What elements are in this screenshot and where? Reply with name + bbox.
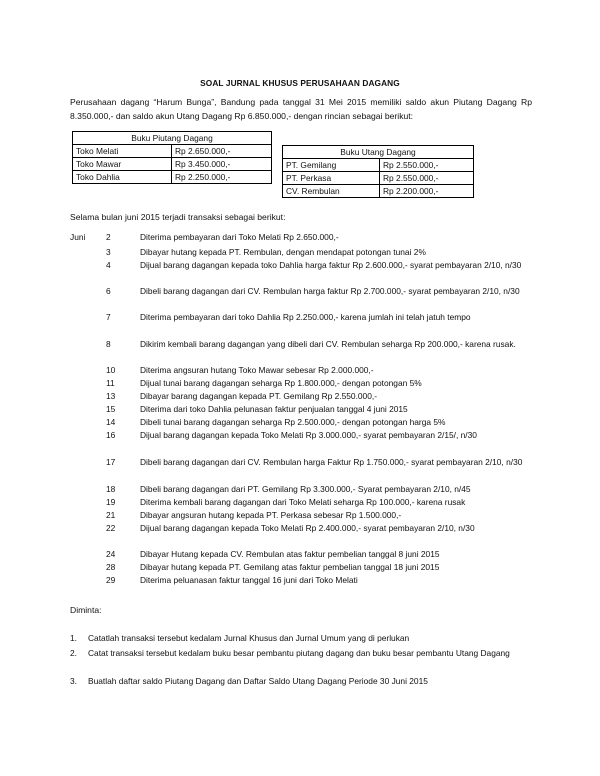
table-cell-name: CV. Rembulan	[283, 185, 380, 198]
piutang-dagang-table	[72, 131, 272, 184]
transaction-day: 19	[106, 497, 116, 507]
transaction-day: 18	[106, 484, 116, 494]
transaction-item	[70, 574, 532, 586]
table-cell-amount: Rp 2.650.000,-	[172, 145, 272, 158]
transaction-description: Dibeli barang dagangan dari PT. Gemilang Rp 3.300.000,- Syarat pembayaran 2/10, n/45	[140, 484, 471, 494]
table-row	[283, 185, 474, 198]
transaction-description: Diterima dari toko Dahlia pelunasan faktur penjualan tanggal 4 juni 2015	[140, 404, 408, 414]
transaction-item	[70, 246, 532, 258]
task-text: Catat transaksi tersebut kedalam buku besar pembantu piutang dagang dan buku besar pembantu Utang Dagang	[88, 648, 510, 658]
transaction-month: Juni	[70, 232, 86, 242]
transaction-item	[70, 416, 532, 428]
transaction-day: 10	[106, 365, 116, 375]
transaction-description: Dibeli barang dagangan dari CV. Rembulan harga Faktur Rp 1.750.000,- syarat pembayaran 2/10, n/30	[140, 457, 523, 467]
transaction-description: Diterima pembayaran dari toko Dahlia Rp 2.250.000,- karena jumlah ini telah jatuh tempo	[140, 312, 471, 322]
task-item	[70, 632, 532, 645]
table-row	[73, 158, 272, 171]
transaction-item	[70, 338, 532, 350]
utang-dagang-table	[282, 145, 474, 198]
transactions-lead-text: Selama bulan juni 2015 terjadi transaksi sebagai berikut:	[70, 212, 286, 222]
transaction-description: Dijual barang dagangan kepada toko Dahlia harga faktur Rp 2.600.000,- syarat pembayaran 2/10, n/30	[140, 260, 522, 270]
transaction-description: Dibeli barang dagangan dari CV. Rembulan harga faktur Rp 2.700.000,- syarat pembayaran 2/10, n/30	[140, 286, 520, 296]
transaction-day: 24	[106, 549, 116, 559]
task-text: Buatlah daftar saldo Piutang Dagang dan Daftar Saldo Utang Dagang Periode 30 Juni 2015	[88, 676, 428, 686]
transaction-description: Dibayar hutang kepada PT. Rembulan, dengan mendapat potongan tunai 2%	[140, 247, 426, 257]
transaction-item	[70, 390, 532, 402]
table-row	[73, 171, 272, 184]
task-item	[70, 675, 532, 688]
transaction-day: 4	[106, 260, 111, 270]
table-header-row	[283, 146, 474, 159]
transaction-item	[70, 311, 532, 323]
table-cell-name: Toko Dahlia	[73, 171, 172, 184]
transaction-item	[70, 231, 532, 243]
document-title: SOAL JURNAL KHUSUS PERUSAHAAN DAGANG	[200, 78, 400, 88]
table-cell-amount: Rp 2.250.000,-	[172, 171, 272, 184]
transaction-day: 21	[106, 510, 116, 520]
transaction-description: Diterima angsuran hutang Toko Mawar sebesar Rp 2.000.000,-	[140, 365, 374, 375]
assignment-heading: Diminta:	[70, 605, 102, 615]
transaction-item	[70, 429, 532, 441]
task-text: Catatlah transaksi tersebut kedalam Jurnal Khusus dan Jurnal Umum yang di perlukan	[88, 633, 410, 643]
transaction-description: Dibayar Hutang kepada CV. Rembulan atas faktur pembelian tanggal 8 juni 2015	[140, 549, 440, 559]
table-cell-amount: Rp 2.200.000,-	[380, 185, 474, 198]
transaction-day: 22	[106, 523, 116, 533]
intro-paragraph: Perusahaan dagang “Harum Bunga”, Bandung pada tanggal 31 Mei 2015 memiliki saldo akun Piutang Dagang Rp 8.350.000,- dan saldo akun Utang Dagang Rp 6.850.000,- dengan rincian sebagai berikut:	[70, 97, 532, 121]
transaction-day: 17	[106, 457, 116, 467]
transaction-item	[70, 509, 532, 521]
transaction-item	[70, 483, 532, 495]
transaction-description: Dibayar hutang kepada PT. Gemilang atas faktur pembelian tanggal 18 juni 2015	[140, 562, 440, 572]
transaction-description: Dijual tunai barang dagangan seharga Rp 1.800.000,- dengan potongan 5%	[140, 378, 422, 388]
transaction-day: 13	[106, 391, 116, 401]
table-header-row	[73, 132, 272, 145]
task-number: 3.	[70, 676, 77, 686]
transaction-description: Diterima pembayaran dari Toko Melati Rp 2.650.000,-	[140, 232, 339, 242]
task-item	[70, 647, 532, 660]
transaction-description: Dibayar angsuran hutang kepada PT. Perkasa sebesar Rp 1.500.000,-	[140, 510, 402, 520]
table-cell-name: Toko Melati	[73, 145, 172, 158]
transaction-description: Dikirim kembali barang dagangan yang dibeli dari CV. Rembulan seharga Rp 200.000,- karena rusak.	[140, 339, 516, 349]
transaction-day: 8	[106, 339, 111, 349]
task-number: 2.	[70, 648, 77, 658]
transaction-description: Dijual barang dagangan kepada Toko Melati Rp 3.000.000,- syarat pembayaran 2/15/, n/30	[140, 430, 477, 440]
transaction-day: 16	[106, 430, 116, 440]
table-row	[283, 172, 474, 185]
transaction-item	[70, 285, 532, 297]
table-cell-name: PT. Gemilang	[283, 159, 380, 172]
transaction-item	[70, 456, 532, 468]
table-cell-amount: Rp 2.550.000,-	[380, 159, 474, 172]
transaction-day: 7	[106, 312, 111, 322]
transaction-day: 29	[106, 575, 116, 585]
transaction-description: Dibeli tunai barang dagangan seharga Rp 2.500.000,- dengan potongan harga 5%	[140, 417, 446, 427]
transaction-item	[70, 548, 532, 560]
table-cell-amount: Rp 3.450.000,-	[172, 158, 272, 171]
table-cell-name: PT. Perkasa	[283, 172, 380, 185]
transaction-item	[70, 377, 532, 389]
transaction-day: 11	[106, 378, 115, 388]
transaction-description: Dibayar barang dagangan kepada PT. Gemilang Rp 2.550.000,-	[140, 391, 377, 401]
transaction-day: 28	[106, 562, 116, 572]
transaction-day: 2	[106, 232, 111, 242]
utang-table-header: Buku Utang Dagang	[283, 146, 474, 159]
transaction-day: 14	[106, 417, 116, 427]
transaction-item	[70, 522, 532, 534]
transaction-item	[70, 496, 532, 508]
transaction-day: 6	[106, 286, 111, 296]
transaction-description: Dijual barang dagangan kepada Toko Melati Rp 2.400.000,- syarat pembayaran 2/10, n/30	[140, 523, 475, 533]
piutang-table-header: Buku Piutang Dagang	[73, 132, 272, 145]
transaction-day: 15	[106, 404, 116, 414]
transaction-day: 3	[106, 247, 111, 257]
transaction-description: Diterima peluanasan faktur tanggal 16 juni dari Toko Melati	[140, 575, 358, 585]
task-number: 1.	[70, 633, 77, 643]
transaction-item	[70, 403, 532, 415]
transaction-description: Diterima kembali barang dagangan dari Toko Melati seharga Rp 100.000,- karena rusak	[140, 497, 466, 507]
table-row	[283, 159, 474, 172]
transaction-item	[70, 364, 532, 376]
table-cell-amount: Rp 2.550.000,-	[380, 172, 474, 185]
transaction-item	[70, 561, 532, 573]
transaction-item	[70, 259, 532, 271]
table-row	[73, 145, 272, 158]
table-cell-name: Toko Mawar	[73, 158, 172, 171]
